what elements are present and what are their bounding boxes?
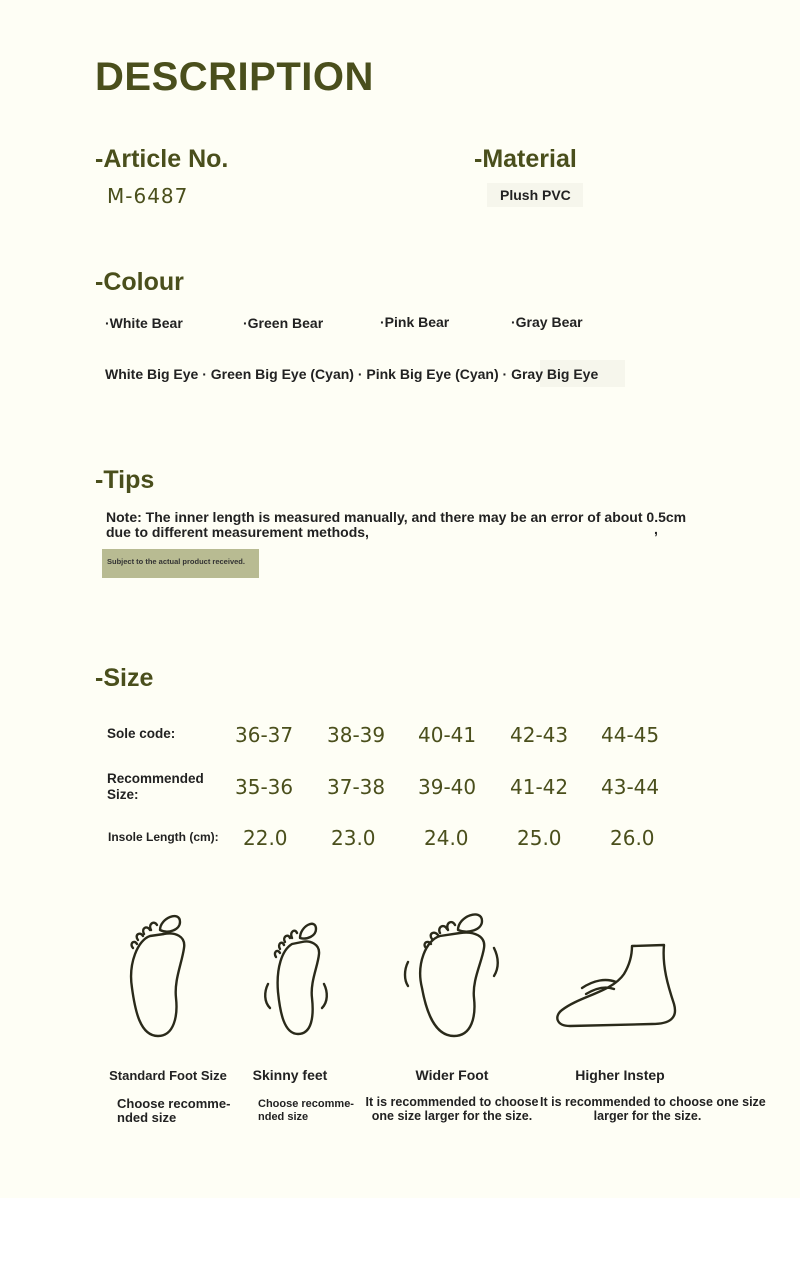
colour-option-green-bear: ·Green Bear <box>243 315 324 331</box>
wide-foot-icon <box>402 906 502 1041</box>
size-cell: 22.0 <box>243 826 288 850</box>
size-cell: 26.0 <box>610 826 655 850</box>
foot-title-instep: Higher Instep <box>575 1067 665 1083</box>
size-cell: 39-40 <box>418 775 477 799</box>
tips-tag: Subject to the actual product received. <box>102 549 259 578</box>
foot-title-skinny: Skinny feet <box>252 1067 328 1083</box>
size-cell: 36-37 <box>235 723 294 747</box>
colour-option-gray-bear: ·Gray Bear <box>511 314 583 330</box>
size-cell: 44-45 <box>601 723 660 747</box>
tips-note-line2: due to different measurement methods, <box>106 524 369 540</box>
size-cell: 38-39 <box>327 723 386 747</box>
colour-option-pink-bear: ·Pink Bear <box>380 314 450 330</box>
material-value: Plush PVC <box>500 187 571 203</box>
size-cell: 24.0 <box>424 826 469 850</box>
article-value: M-6487 <box>107 184 189 208</box>
colour-option-white-bear: ·White Bear <box>105 315 183 331</box>
size-row-label-recommended-1: Recommended <box>107 771 204 786</box>
standard-foot-icon <box>120 908 195 1043</box>
foot-desc-standard-2: nded size <box>117 1110 177 1125</box>
size-cell: 40-41 <box>418 723 477 747</box>
size-cell: 35-36 <box>235 775 294 799</box>
size-cell: 37-38 <box>327 775 386 799</box>
size-cell: 42-43 <box>510 723 569 747</box>
colour-label: -Colour <box>95 268 184 296</box>
material-label: -Material <box>474 145 577 173</box>
foot-desc-wide-2: one size larger for the size. <box>371 1109 533 1123</box>
page-title: DESCRIPTION <box>95 55 374 99</box>
article-label: -Article No. <box>95 145 229 173</box>
tips-trailing-mark: , <box>654 521 658 537</box>
foot-desc-wide-1: It is recommended to choose <box>365 1095 539 1109</box>
size-cell: 23.0 <box>331 826 376 850</box>
size-cell: 25.0 <box>517 826 562 850</box>
foot-desc-instep-2: larger for the size. <box>593 1109 702 1123</box>
colour-options-line2: White Big Eye · Green Big Eye (Cyan) · Pink Big Eye (Cyan) · Gray Big Eye <box>105 366 599 382</box>
size-cell: 43-44 <box>601 775 660 799</box>
tips-label: -Tips <box>95 466 155 494</box>
size-label: -Size <box>95 664 154 692</box>
foot-desc-skinny-1: Choose recomme- <box>258 1098 354 1110</box>
foot-desc-standard-1: Choose recomme- <box>117 1096 231 1111</box>
size-row-label-insole: Insole Length (cm): <box>108 830 219 844</box>
size-row-label-sole: Sole code: <box>107 726 176 741</box>
foot-title-wide: Wider Foot <box>415 1067 489 1083</box>
foot-desc-skinny-2: nded size <box>258 1111 309 1123</box>
tips-note-line1: Note: The inner length is measured manually, and there may be an error of about 0.5cm <box>106 509 687 525</box>
foot-title-standard: Standard Foot Size <box>109 1068 227 1083</box>
foot-desc-instep-1: It is recommended to choose one size <box>540 1095 766 1109</box>
skinny-foot-icon <box>262 912 332 1042</box>
size-cell: 41-42 <box>510 775 569 799</box>
size-row-label-recommended-2: Size: <box>107 787 139 802</box>
high-instep-icon <box>552 940 682 1032</box>
